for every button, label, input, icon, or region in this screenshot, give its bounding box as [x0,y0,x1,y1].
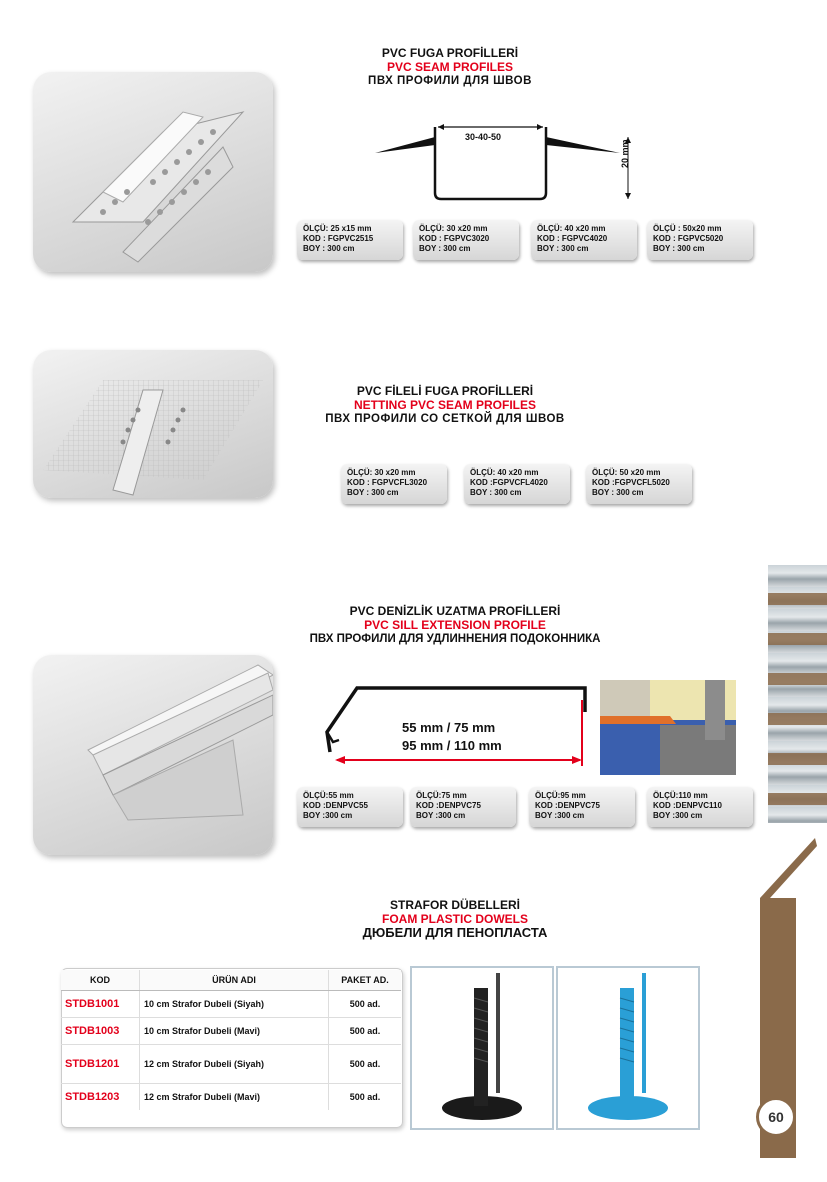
spec-olcu: ÖLÇÜ: 30 x20 mm [419,224,488,233]
section4-title-tr: STRAFOR DÜBELLERİ [390,898,520,912]
spec-olcu: ÖLÇÜ: 30 x20 mm [347,468,416,477]
table-row [61,991,401,1018]
row-kod: STDB1003 [61,1018,140,1045]
spec-card [410,787,516,827]
spec-boy: BOY : 300 cm [470,488,522,497]
row-paket: 500 ad. [329,1045,402,1084]
page-number-badge [756,1097,796,1137]
spec-card [297,220,403,260]
table-row [61,1018,401,1045]
section1-title-tr: PVC FUGA PROFİLLERİ [381,46,519,60]
spec-boy: BOY :300 cm [535,811,585,820]
spec-boy: BOY : 300 cm [347,488,399,497]
spec-boy: BOY : 300 cm [592,488,644,497]
blue-dowel-image [558,968,698,1128]
spec-olcu: ÖLÇÜ : 50x20 mm [653,224,722,233]
row-paket: 500 ad. [329,991,402,1018]
table-header-row [61,970,401,991]
spec-kod: KOD :FGPVCFL4020 [470,478,548,487]
section1-title-ru: ПВХ ПРОФИЛИ ДЛЯ ШВОВ [368,75,532,87]
spec-olcu: ÖLÇÜ:75 mm [416,791,467,800]
spec-card [413,220,519,260]
spec-kod: KOD : FGPVC4020 [537,234,608,243]
spec-card [531,220,637,260]
sill-profile-image [33,655,273,855]
spec-boy: BOY :300 cm [653,811,703,820]
section2-heading [300,384,590,426]
spec-kod: KOD :DENPVC55 [303,801,368,810]
spec-boy: BOY :300 cm [416,811,466,820]
spec-olcu: ÖLÇÜ:95 mm [535,791,586,800]
section3-heading [290,604,620,646]
col-header-kod: KOD [61,970,140,991]
spec-card [647,220,753,260]
black-dowel-photo [410,966,554,1130]
sill-installation-illustration [600,680,736,775]
sill-size-line1: 55 mm / 75 mm [402,720,496,735]
row-paket: 500 ad. [329,1018,402,1045]
spec-card [647,787,753,827]
row-urun: 12 cm Strafor Dubeli (Mavi) [140,1084,329,1111]
netting-profile-image [33,350,273,498]
table-row [61,1084,401,1111]
section3-title-ru: ПВХ ПРОФИЛИ ДЛЯ УДЛИННЕНИЯ ПОДОКОННИКА [309,633,601,645]
spec-kod: KOD : FGPVCFL3020 [347,478,428,487]
spec-kod: KOD :DENPVC110 [653,801,722,810]
sill-profile-photo [33,655,273,855]
sill-installation-image [600,680,736,775]
black-dowel-image [412,968,552,1128]
spec-olcu: ÖLÇÜ: 25 x15 mm [303,224,372,233]
spec-olcu: ÖLÇÜ: 40 x20 mm [537,224,606,233]
row-urun: 12 cm Strafor Dubeli (Siyah) [140,1045,329,1084]
section1-heading [330,46,570,88]
section1-title-en: PVC SEAM PROFILES [386,60,514,74]
row-kod: STDB1203 [61,1084,140,1111]
section3-title-tr: PVC DENİZLİK UZATMA PROFİLLERİ [349,604,561,618]
netting-profile-photo [33,350,273,498]
spec-olcu: ÖLÇÜ:55 mm [303,791,354,800]
dowels-table [61,970,401,1110]
blue-dowel-photo [556,966,700,1130]
spec-card [464,464,570,504]
section4-title-en: FOAM PLASTIC DOWELS [382,912,528,926]
seam-profile-photo [33,72,273,272]
row-urun: 10 cm Strafor Dubeli (Mavi) [140,1018,329,1045]
row-paket: 500 ad. [329,1084,402,1111]
side-label: mantolama profilleri [802,946,818,1080]
section2-title-en: NETTING PVC SEAM PROFILES [353,398,536,412]
spec-olcu: ÖLÇÜ: 40 x20 mm [470,468,539,477]
row-kod: STDB1201 [61,1045,140,1084]
spec-kod: KOD : FGPVC2515 [303,234,374,243]
spec-boy: BOY : 300 cm [303,244,355,253]
spec-card [297,787,403,827]
section4-heading [310,898,600,940]
spec-kod: KOD : FGPVC3020 [419,234,490,243]
spec-boy: BOY : 300 cm [653,244,705,253]
table-row [61,1045,401,1084]
spec-kod: KOD :FGPVCFL5020 [592,478,670,487]
spec-boy: BOY : 300 cm [537,244,589,253]
spec-boy: BOY : 300 cm [419,244,471,253]
section2-title-ru: ПВХ ПРОФИЛИ СО СЕТКОЙ ДЛЯ ШВОВ [325,413,565,425]
row-urun: 10 cm Strafor Dubeli (Siyah) [140,991,329,1018]
seam-profile-diagram [370,115,660,210]
row-kod: STDB1001 [61,991,140,1018]
spec-card [341,464,447,504]
seam-width-label: 30-40-50 [465,132,502,142]
sill-size-line2: 95 mm / 110 mm [402,738,502,753]
section2-title-tr: PVC FİLELİ FUGA PROFİLLERİ [356,384,534,398]
col-header-paket: PAKET AD. [329,970,402,991]
spec-kod: KOD : FGPVC5020 [653,234,724,243]
spec-card [586,464,692,504]
spec-olcu: ÖLÇÜ: 50 x20 mm [592,468,661,477]
section4-title-ru: ДЮБЕЛИ ДЛЯ ПЕНОПЛАСТА [362,925,548,940]
seam-height-label: 20 mm [620,139,630,168]
spec-boy: BOY :300 cm [303,811,353,820]
seam-profile-image [33,72,273,272]
col-header-urun: ÜRÜN ADI [140,970,329,991]
spec-olcu: ÖLÇÜ:110 mm [653,791,708,800]
spec-card [529,787,635,827]
side-decoration-brown [768,565,827,823]
page-number: 60 [768,1109,784,1125]
spec-kod: KOD :DENPVC75 [535,801,600,810]
spec-kod: KOD :DENPVC75 [416,801,481,810]
section3-title-en: PVC SILL EXTENSION PROFILE [364,618,546,632]
